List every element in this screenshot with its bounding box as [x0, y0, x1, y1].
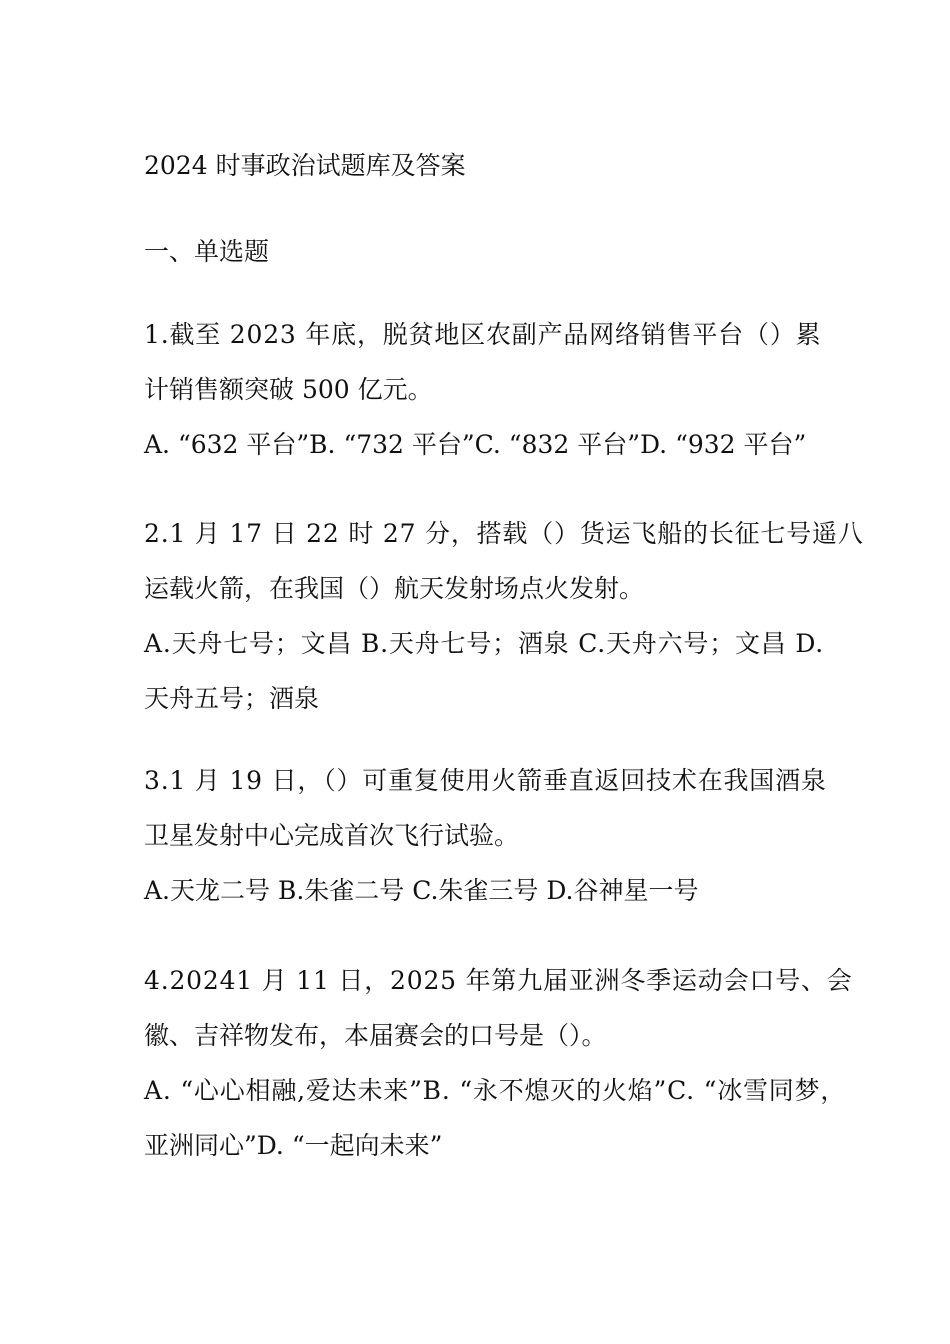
answer-options: [144, 628, 825, 715]
answer-options-line: A.天龙二号 B.朱雀二号 C.朱雀三号 D.谷神星一号: [144, 876, 699, 905]
answer-options: [144, 429, 809, 461]
document-title: 2024 时事政治试题库及答案: [144, 151, 466, 180]
question-stem-line: 卫星发射中心完成首次飞行试验。: [144, 821, 520, 850]
section-heading: 一、单选题: [144, 237, 270, 266]
question-stem: [144, 319, 822, 406]
question-stem-line: 2.1 月 17 日 22 时 27 分，搭载（）货运飞船的长征七号遥八: [144, 519, 864, 548]
answer-options-line: A. “632 平台”B. “732 平台”C. “832 平台”D. “932 平台”: [144, 430, 807, 459]
answer-options: [144, 1075, 847, 1162]
answer-options-line: A.天舟七号；文昌 B.天舟七号；酒泉 C.天舟六号；文昌 D.: [144, 629, 825, 658]
question-stem-line: 计销售额突破 500 亿元。: [144, 375, 433, 404]
question-stem: [144, 965, 853, 1052]
question-stem-line: 运载火箭，在我国（）航天发射场点火发射。: [144, 574, 645, 603]
question-stem-line: 4.20241 月 11 日，2025 年第九届亚洲冬季运动会口号、会: [144, 966, 853, 995]
question-4: [144, 965, 853, 1162]
answer-options-line: 天舟五号；酒泉: [144, 684, 320, 713]
question-1: [144, 319, 822, 461]
question-3: [144, 765, 827, 907]
question-stem-line: 1.截至 2023 年底，脱贫地区农副产品网络销售平台（）累: [144, 320, 822, 349]
question-2: [144, 518, 864, 715]
answer-options-line: 亚洲同心”D. “一起向未来”: [144, 1131, 443, 1160]
answer-options-line: A. “心心相融,爱达未来”B. “永不熄灭的火焰”C. “冰雪同梦，: [144, 1076, 847, 1105]
answer-options: [144, 875, 809, 907]
question-stem-line: 徽、吉祥物发布，本届赛会的口号是（）。: [144, 1021, 607, 1050]
question-stem: [144, 518, 864, 605]
question-stem: [144, 765, 827, 852]
question-stem-line: 3.1 月 19 日，（）可重复使用火箭垂直返回技术在我国酒泉: [144, 766, 827, 795]
